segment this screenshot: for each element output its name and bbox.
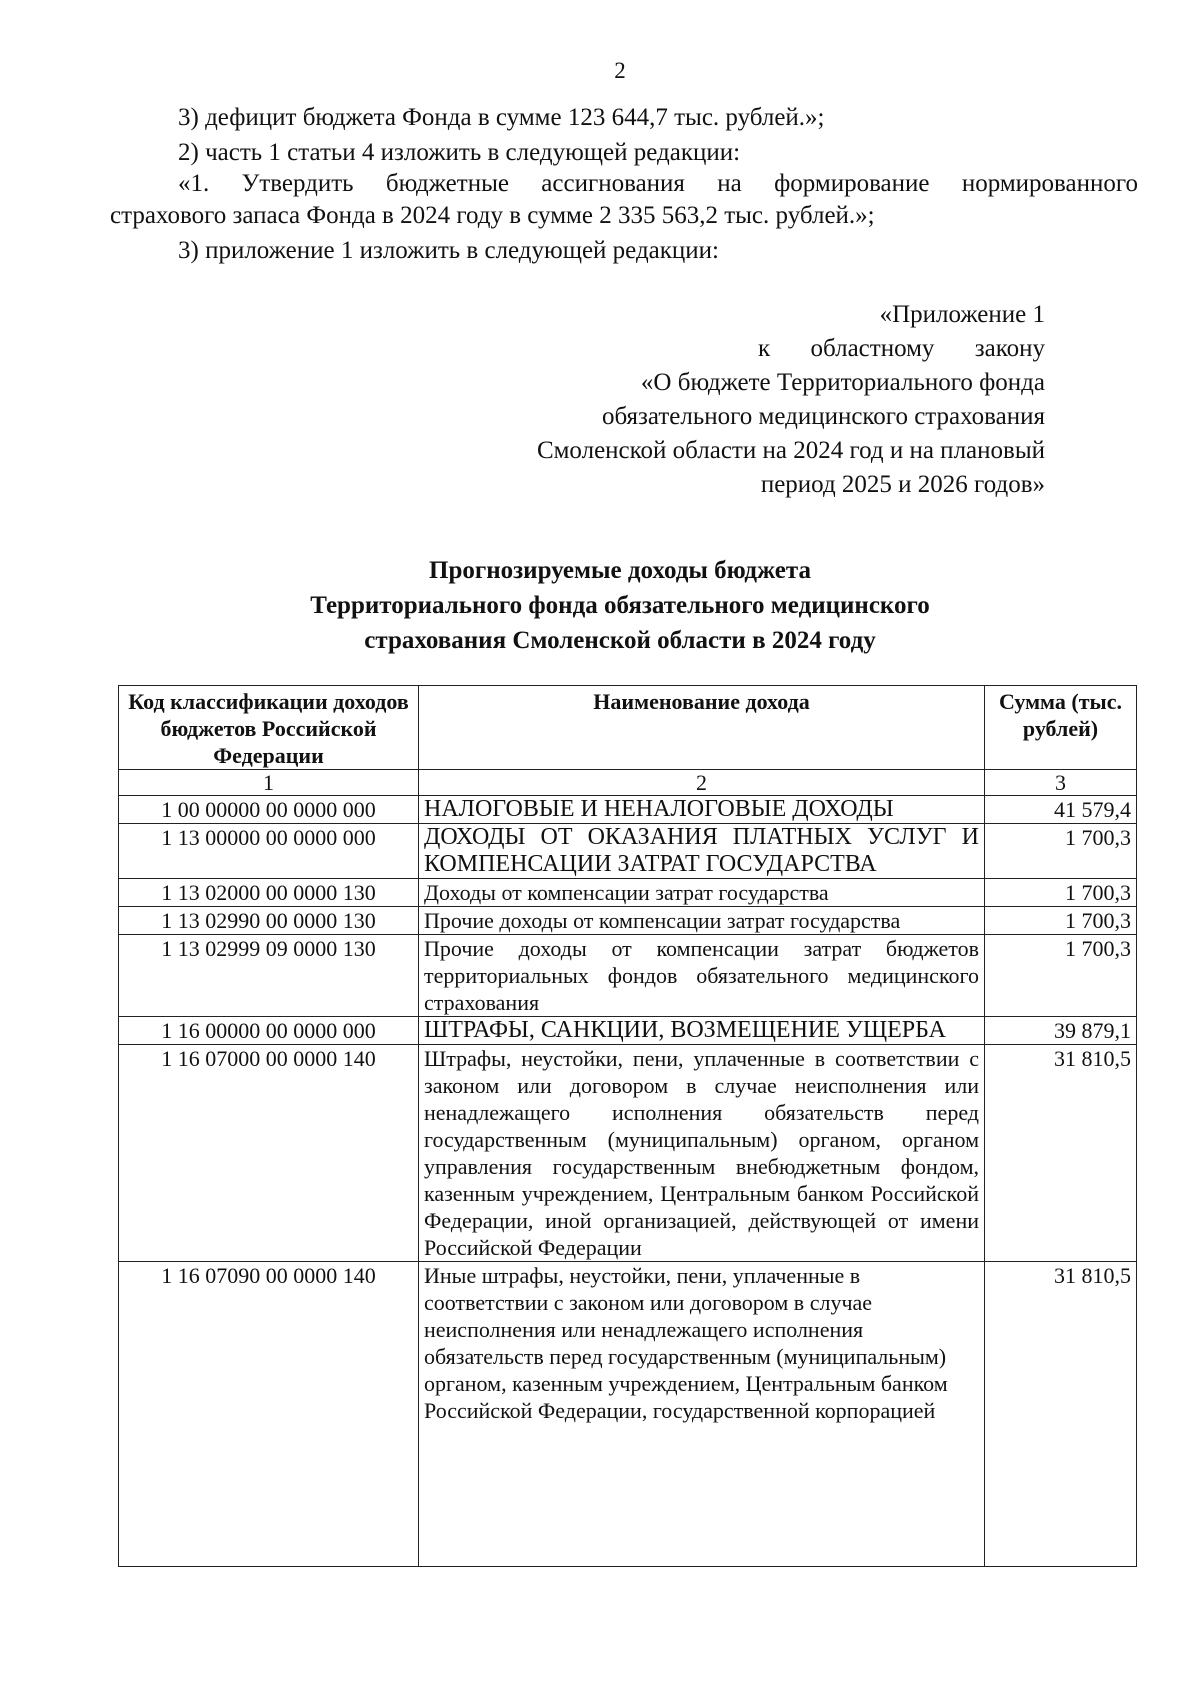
header-code: Код классификации доходов бюджетов Российской Федерации: [119, 686, 419, 770]
row-amount: 31 810,5: [985, 1262, 1137, 1567]
row-name: ДОХОДЫ ОТ ОКАЗАНИЯ ПЛАТНЫХ УСЛУГ И КОМПЕНСАЦИИ ЗАТРАТ ГОСУДАРСТВА: [419, 824, 985, 879]
table-row: [119, 824, 1137, 879]
appendix-line-5: Смоленской области на 2024 год и на плановый: [536, 437, 1045, 464]
row-name: Штрафы, неустойки, пени, уплаченные в соответствии с законом или договором в случае неисполнения или ненадлежащего исполнения обязательств перед государственным (муниципальным) органом, органом управления государственным внебюджетным фондом, казенным учреждением, Центральным банком Российской Федерации, иной организацией, действующей от имени Российской Федерации: [419, 1045, 985, 1262]
header-amount: Сумма (тыс. рублей): [985, 686, 1137, 770]
document-title: [0, 553, 1200, 658]
table-row: [119, 935, 1137, 1017]
title-line-2: Территориального фонда обязательного медицинского: [310, 592, 930, 619]
appendix-line-3: «О бюджете Территориального фонда: [640, 369, 1045, 396]
row-code: 1 13 00000 00 0000 000: [119, 824, 419, 879]
row-name: Прочие доходы от компенсации затрат государства: [419, 907, 985, 935]
income-table: [118, 685, 1137, 1567]
header-name: Наименование дохода: [419, 686, 985, 770]
row-code: 1 16 00000 00 0000 000: [119, 1017, 419, 1045]
row-amount: 41 579,4: [985, 796, 1137, 824]
column-number: 1: [119, 770, 419, 796]
title-line-3: страхования Смоленской области в 2024 году: [364, 627, 876, 654]
row-code: 1 16 07090 00 0000 140: [119, 1262, 419, 1567]
page-number: 2: [614, 58, 626, 83]
table-row: [119, 1045, 1137, 1262]
table-row: [119, 907, 1137, 935]
row-amount: 1 700,3: [985, 824, 1137, 879]
row-code: 1 13 02999 09 0000 130: [119, 935, 419, 1017]
paragraph-deficit: 3) дефицит бюджета Фонда в сумме 123 644,7 тыс. рублей.»;: [178, 104, 825, 131]
column-number-row: [119, 770, 1137, 796]
paragraph-reserve-line1: «1. Утвердить бюджетные ассигнования на формирование нормированного: [178, 170, 1138, 197]
row-code: 1 00 00000 00 0000 000: [119, 796, 419, 824]
paragraph-appendix-change: 3) приложение 1 изложить в следующей редакции:: [178, 237, 719, 264]
column-number: 2: [419, 770, 985, 796]
appendix-line-4: обязательного медицинского страхования: [601, 403, 1045, 430]
paragraph-reserve-line2: страхового запаса Фонда в 2024 году в сумме 2 335 563,2 тыс. рублей.»;: [110, 202, 875, 229]
appendix-line-2: к областному закону: [758, 335, 1045, 362]
table-row: [119, 879, 1137, 907]
table-row: [119, 796, 1137, 824]
table-header-row: [119, 686, 1137, 770]
row-name: Прочие доходы от компенсации затрат бюджетов территориальных фондов обязательного медицинского страхования: [419, 935, 985, 1017]
appendix-line-1: «Приложение 1: [879, 301, 1045, 328]
title-line-1: Прогнозируемые доходы бюджета: [429, 557, 811, 584]
row-name: НАЛОГОВЫЕ И НЕНАЛОГОВЫЕ ДОХОДЫ: [419, 796, 985, 824]
row-code: 1 16 07000 00 0000 140: [119, 1045, 419, 1262]
column-number: 3: [985, 770, 1137, 796]
table-row: [119, 1262, 1137, 1567]
row-name: Иные штрафы, неустойки, пени, уплаченные в соответствии с законом или договором в случае неисполнения или ненадлежащего исполнения обязательств перед государственным (муниципальным) органом, казенным учреждением, Центральным банком Российской Федерации, государственной корпорацией: [419, 1262, 985, 1567]
row-amount: 31 810,5: [985, 1045, 1137, 1262]
row-amount: 1 700,3: [985, 907, 1137, 935]
row-name: Доходы от компенсации затрат государства: [419, 879, 985, 907]
paragraph-article4: 2) часть 1 статьи 4 изложить в следующей редакции:: [178, 139, 741, 166]
row-amount: 39 879,1: [985, 1017, 1137, 1045]
appendix-reference: [445, 298, 1045, 502]
row-code: 1 13 02000 00 0000 130: [119, 879, 419, 907]
table-row: [119, 1017, 1137, 1045]
row-amount: 1 700,3: [985, 935, 1137, 1017]
appendix-line-6: период 2025 и 2026 годов»: [760, 471, 1045, 498]
row-code: 1 13 02990 00 0000 130: [119, 907, 419, 935]
row-name: ШТРАФЫ, САНКЦИИ, ВОЗМЕЩЕНИЕ УЩЕРБА: [419, 1017, 985, 1045]
row-amount: 1 700,3: [985, 879, 1137, 907]
